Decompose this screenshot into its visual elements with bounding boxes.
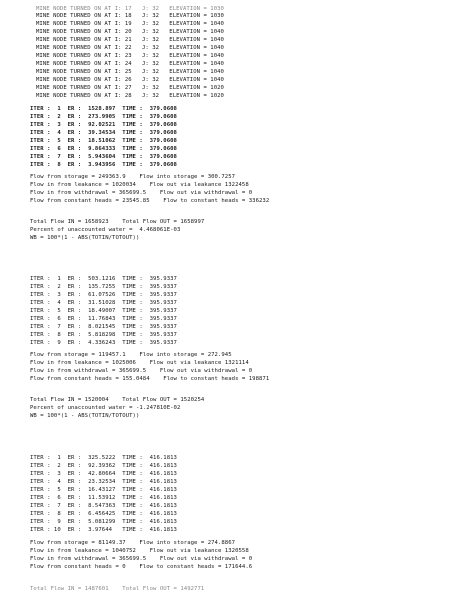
iteration-line: ITER : 2 ER : 273.9905 TIME : 379.0608 [30, 114, 177, 120]
flow-line: Flow in from withdrawal = 365699.5 Flow out via withdrawal = 0 [30, 190, 253, 196]
iteration-line: ITER : 1 ER : 325.5222 TIME : 416.1813 [30, 455, 177, 461]
mine-node-line: MINE NODE TURNED ON AT I: 21 J: 32 ELEVATION = 1040 [36, 37, 224, 43]
flow-line: Flow from constant heads = 23545.85 Flow to constant heads = 336232 [30, 198, 270, 204]
mine-node-line: MINE NODE TURNED ON AT I: 20 J: 32 ELEVATION = 1040 [36, 29, 224, 35]
mine-node-line: MINE NODE TURNED ON AT I: 19 J: 32 ELEVATION = 1040 [36, 21, 224, 27]
iteration-line: ITER : 7 ER : 8.547363 TIME : 416.1813 [30, 503, 177, 509]
flow-line: Flow in from withdrawal = 365699.5 Flow out via withdrawal = 0 [30, 368, 253, 374]
iteration-line: ITER : 1 ER : 503.1216 TIME : 395.9337 [30, 276, 177, 282]
flow-line: Flow from storage = 81149.37 Flow into storage = 274.8867 [30, 540, 236, 546]
iteration-line: ITER : 3 ER : 42.80664 TIME : 416.1813 [30, 471, 177, 477]
iteration-line: ITER : 3 ER : 92.02521 TIME : 379.0608 [30, 122, 177, 128]
iteration-line: ITER : 5 ER : 18.49007 TIME : 395.9337 [30, 308, 177, 314]
iteration-line: ITER : 1 ER : 1528.897 TIME : 379.0608 [30, 106, 177, 112]
mine-node-line: MINE NODE TURNED ON AT I: 18 J: 32 ELEVATION = 1030 [36, 13, 224, 19]
iteration-line: ITER : 8 ER : 3.943956 TIME : 379.0608 [30, 162, 177, 168]
iteration-line: ITER : 7 ER : 5.943604 TIME : 379.0608 [30, 154, 177, 160]
iteration-line: ITER : 7 ER : 8.021545 TIME : 395.9337 [30, 324, 177, 330]
flow-line: Flow in from leakance = 1020034 Flow out via leakance 1322458 [30, 182, 249, 188]
mine-node-line: MINE NODE TURNED ON AT I: 28 J: 32 ELEVATION = 1020 [36, 93, 224, 99]
flow-line: Flow in from withdrawal = 365699.5 Flow out via withdrawal = 0 [30, 556, 253, 562]
header-partial-line: MINE NODE TURNED ON AT I: 17 J: 32 ELEVATION = 1030 [36, 6, 224, 12]
mine-node-line: MINE NODE TURNED ON AT I: 27 J: 32 ELEVATION = 1020 [36, 85, 224, 91]
unaccounted-water-line: Percent of unaccounted water = -1.247810E-02 [30, 405, 181, 411]
iteration-line: ITER : 6 ER : 11.53912 TIME : 416.1813 [30, 495, 177, 501]
mine-node-line: MINE NODE TURNED ON AT I: 26 J: 32 ELEVATION = 1040 [36, 77, 224, 83]
flow-line: Flow from constant heads = 155.0484 Flow to constant heads = 198871 [30, 376, 270, 382]
water-balance-formula: WB = 100*(1 - ABS(TOTIN/TOTOUT)) [30, 413, 140, 419]
water-balance-formula: WB = 100*(1 - ABS(TOTIN/TOTOUT)) [30, 235, 140, 241]
iteration-line: ITER : 6 ER : 11.76843 TIME : 395.9337 [30, 316, 177, 322]
iteration-line: ITER : 9 ER : 4.336243 TIME : 395.9337 [30, 340, 177, 346]
footer-partial-line: Total Flow IN = 1487601 Total Flow OUT = 1492771 [30, 586, 205, 592]
flow-line: Flow from constant heads = 0 Flow to constant heads = 171644.6 [30, 564, 253, 570]
flow-line: Flow from storage = 119457.1 Flow into storage = 272.945 [30, 352, 232, 358]
unaccounted-water-line: Percent of unaccounted water = 4.468061E-03 [30, 227, 181, 233]
iteration-line: ITER : 5 ER : 16.43127 TIME : 416.1813 [30, 487, 177, 493]
iteration-line: ITER : 8 ER : 6.456425 TIME : 416.1813 [30, 511, 177, 517]
mine-node-line: MINE NODE TURNED ON AT I: 25 J: 32 ELEVATION = 1040 [36, 69, 224, 75]
total-flow-line: Total Flow IN = 1520004 Total Flow OUT = 1520254 [30, 397, 205, 403]
iteration-line: ITER : 4 ER : 23.32534 TIME : 416.1813 [30, 479, 177, 485]
flow-line: Flow in from leakance = 1025006 Flow out via leakance 1321114 [30, 360, 249, 366]
iteration-line: ITER : 8 ER : 5.818298 TIME : 395.9337 [30, 332, 177, 338]
iteration-line: ITER : 2 ER : 92.39362 TIME : 416.1813 [30, 463, 177, 469]
flow-line: Flow in from leakance = 1040752 Flow out via leakance 1320558 [30, 548, 249, 554]
iteration-line: ITER : 9 ER : 5.081299 TIME : 416.1813 [30, 519, 177, 525]
flow-line: Flow from storage = 249363.9 Flow into storage = 300.7257 [30, 174, 236, 180]
iteration-line: ITER : 10 ER : 3.97644 TIME : 416.1813 [30, 527, 177, 533]
iteration-line: ITER : 4 ER : 31.51028 TIME : 395.9337 [30, 300, 177, 306]
total-flow-line: Total Flow IN = 1658923 Total Flow OUT = 1658997 [30, 219, 205, 225]
iteration-line: ITER : 2 ER : 135.7255 TIME : 395.9337 [30, 284, 177, 290]
mine-node-line: MINE NODE TURNED ON AT I: 23 J: 32 ELEVATION = 1040 [36, 53, 224, 59]
iteration-line: ITER : 3 ER : 61.07526 TIME : 395.9337 [30, 292, 177, 298]
iteration-line: ITER : 6 ER : 9.864333 TIME : 379.0608 [30, 146, 177, 152]
iteration-line: ITER : 5 ER : 18.51062 TIME : 379.0608 [30, 138, 177, 144]
mine-node-line: MINE NODE TURNED ON AT I: 22 J: 32 ELEVATION = 1040 [36, 45, 224, 51]
mine-node-line: MINE NODE TURNED ON AT I: 24 J: 32 ELEVATION = 1040 [36, 61, 224, 67]
iteration-line: ITER : 4 ER : 39.34534 TIME : 379.0608 [30, 130, 177, 136]
